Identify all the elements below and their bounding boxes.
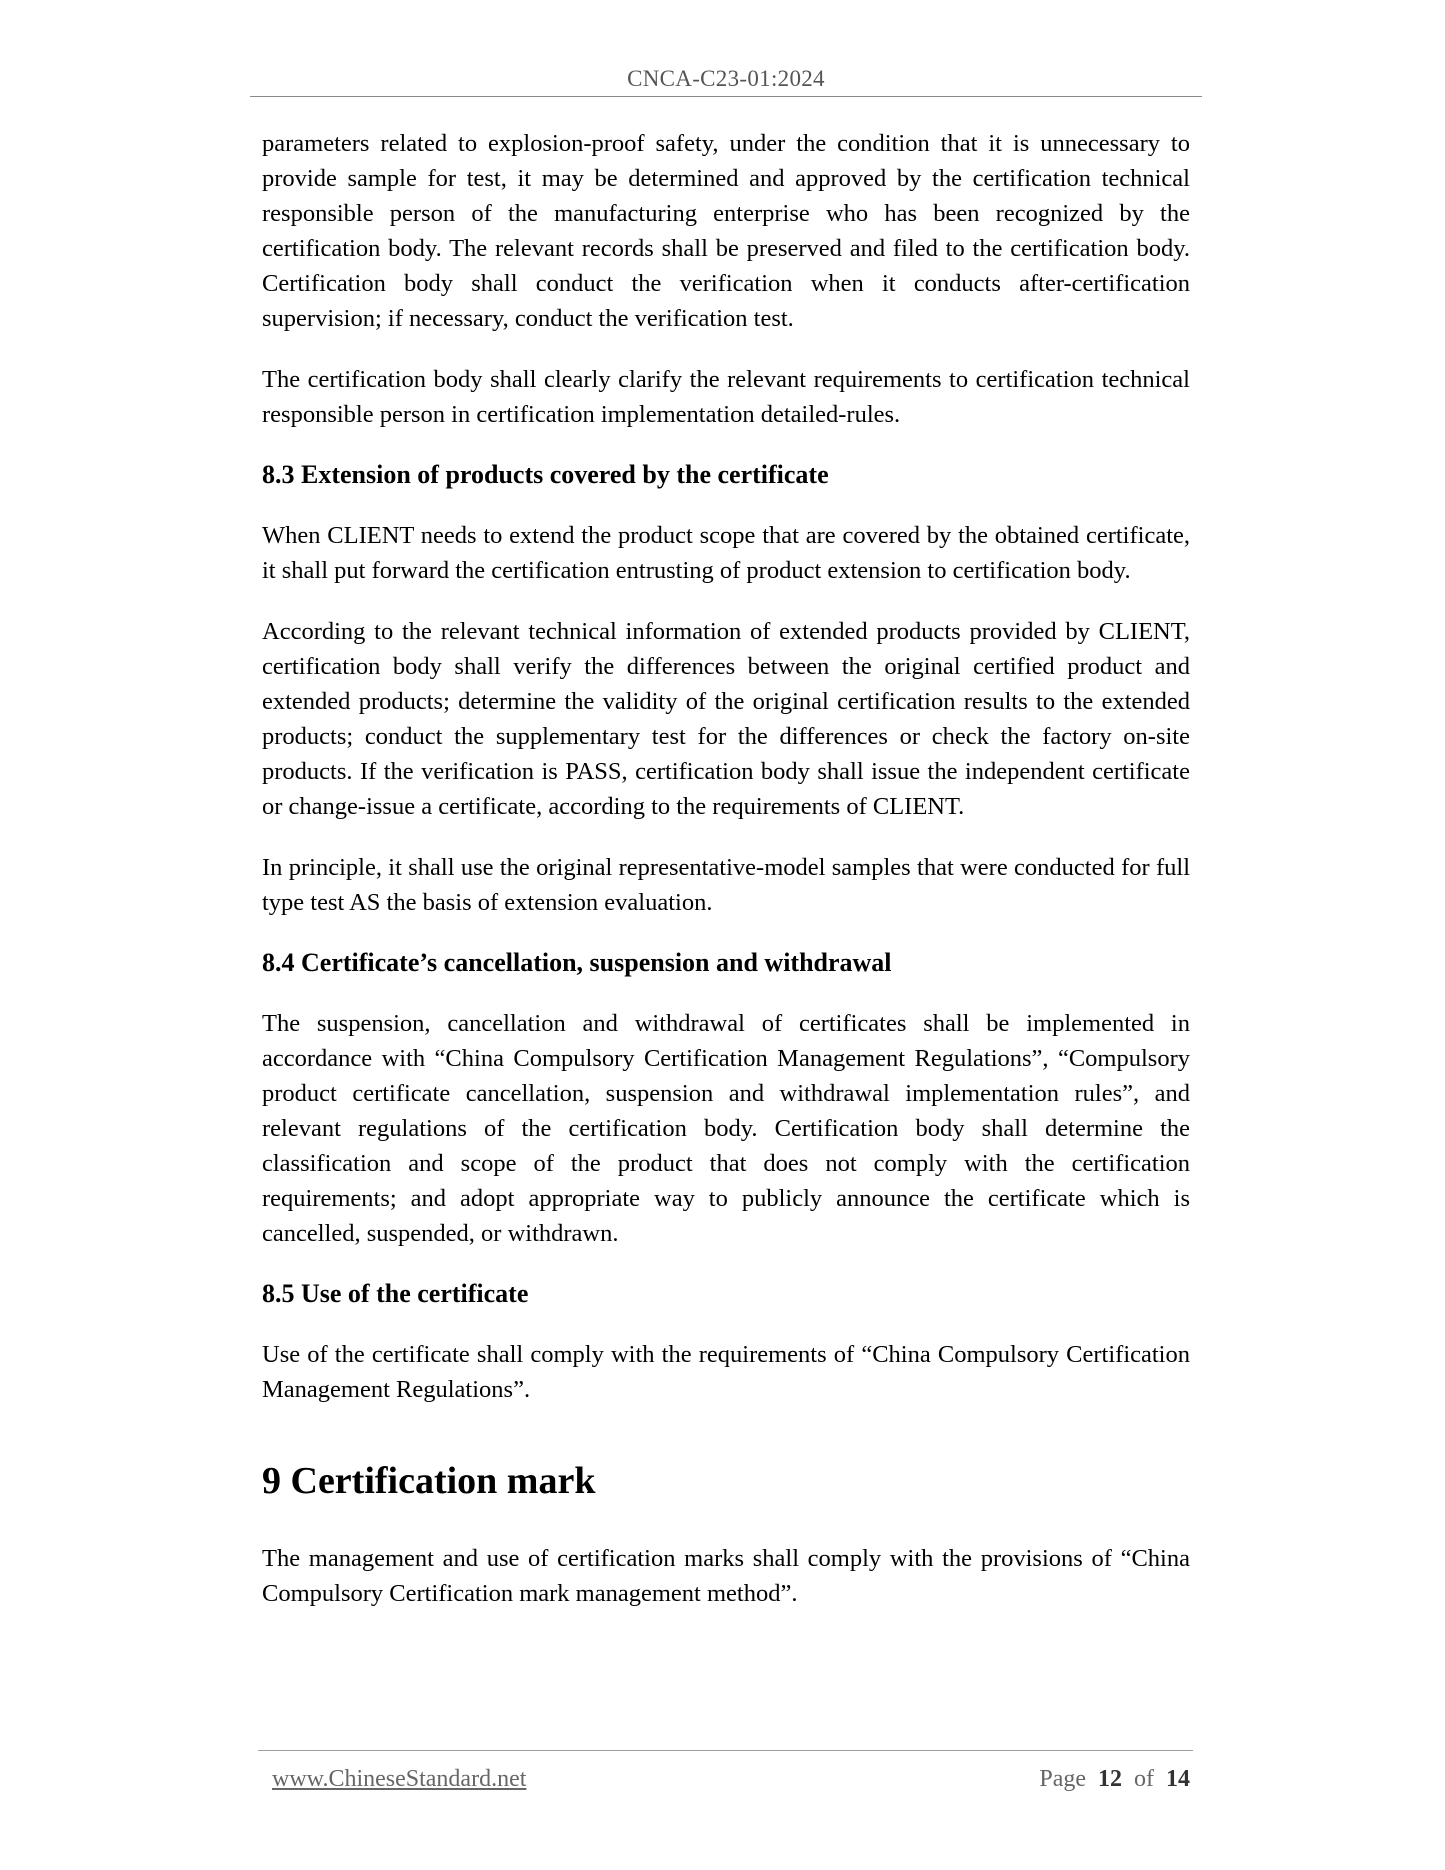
header-divider [250, 96, 1202, 97]
paragraph-8-3-3: In principle, it shall use the original representative-model samples that were conducted for full type test AS the basis of extension evaluation. [262, 854, 1190, 916]
paragraph-8-4-1: The suspension, cancellation and withdrawal of certificates shall be implemented in accordance with “China Compulsory Certification Management Regulations”, “Compulsory product certificate cancellation, suspension and withdrawal implementation rules”, and relevant regulations of the certification body. Certification body shall determine the classification and scope of the product that does not comply with the certification requirements; and adopt appropriate way to publicly announce the certificate which is cancelled, suspended, or withdrawn. [262, 1010, 1190, 1247]
heading-8-3: 8.3 Extension of products covered by the certificate [262, 460, 829, 489]
heading-8-5: 8.5 Use of the certificate [262, 1279, 529, 1308]
footer [272, 1766, 1190, 1798]
website-link[interactable]: www.ChineseStandard.net [272, 1766, 527, 1792]
heading-8-4: 8.4 Certificate’s cancellation, suspension and withdrawal [262, 948, 892, 977]
header-doc-id: CNCA-C23-01:2024 [627, 66, 825, 91]
paragraph-8-5-1: Use of the certificate shall comply with the requirements of “China Compulsory Certification Management Regulations”. [262, 1341, 1190, 1403]
paragraph-technical-responsible: The certification body shall clearly clarify the relevant requirements to certification technical responsible person in certification implementation detailed-rules. [262, 366, 1190, 428]
heading-9: 9 Certification mark [262, 1460, 596, 1502]
page-content [262, 126, 1190, 1637]
paragraph-8-3-2: According to the relevant technical information of extended products provided by CLIENT, certification body shall verify the differences between the original certified product and extended products; determine the validity of the original certification results to the extended products; conduct the supplementary test for the differences or check the factory on-site products. If the verification is PASS, certification body shall issue the independent certificate or change-issue a certificate, according to the requirements of CLIENT. [262, 618, 1190, 820]
paragraph-8-3-1: When CLIENT needs to extend the product scope that are covered by the obtained certificate, it shall put forward the certification entrusting of product extension to certification body. [262, 522, 1190, 584]
page-total: 14 [1166, 1766, 1190, 1792]
page-indicator [1039, 1766, 1190, 1793]
paragraph-9-1: The management and use of certification marks shall comply with the provisions of “China Compulsory Certification mark management method”. [262, 1545, 1190, 1607]
paragraph-continued: parameters related to explosion-proof safety, under the condition that it is unnecessary to provide sample for test, it may be determined and approved by the certification technical responsible person of the manufacturing enterprise who has been recognized by the certification body. The relevant records shall be preserved and filed to the certification body. Certification body shall conduct the verification when it conducts after-certification supervision; if necessary, conduct the verification test. [262, 130, 1190, 332]
page-current: 12 [1098, 1766, 1122, 1792]
page-label: Page [1039, 1766, 1086, 1792]
footer-divider [258, 1750, 1193, 1751]
of-label: of [1134, 1766, 1154, 1792]
